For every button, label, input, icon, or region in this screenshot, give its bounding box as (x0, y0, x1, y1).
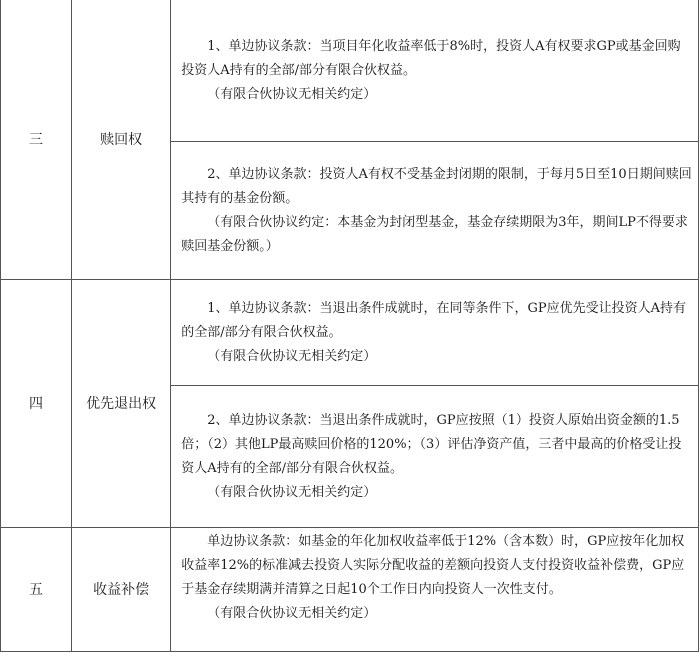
clause-note: （有限合伙协议无相关约定） (207, 86, 377, 102)
clause-note: （有限合伙协议无相关约定） (207, 348, 377, 364)
section-number: 四 (1, 280, 72, 528)
clause-text: 2、单边协议条款：投资人A有权不受基金封闭期的限制，于每月5日至10日期间赎回其持有的基金份额。 (181, 166, 692, 206)
clause-cell (171, 528, 699, 652)
clause-text: 单边协议条款：如基金的年化加权收益率低于12%（含本数）时，GP应按年化加权收益率12%的标准减去投资人实际分配收益的差额向投资人支付投资收益补偿费，GP应于基金存续期满并清算之日起10个工作日内向投资人一次性支付。 (181, 534, 685, 597)
section-number: 三 (1, 0, 72, 280)
section-number: 五 (1, 528, 72, 652)
clause-text: 2、单边协议条款：当退出条件成就时，GP应按照（1）投资人原始出资金额的1.5倍；（2）其他LP最高赎回价格的120%；（3）评估净资产值，三者中最高的价格受让投资人A持有的全部/部分有限合伙权益。 (181, 412, 682, 476)
section-name: 收益补偿 (72, 528, 171, 652)
clause-cell (171, 280, 699, 386)
clause-note: （有限合伙协议无相关约定） (207, 484, 377, 500)
table-row (1, 528, 699, 652)
clause-cell (171, 142, 699, 280)
clause-note: （有限合伙协议无相关约定） (207, 606, 377, 621)
clause-note: （有限合伙协议约定：本基金为封闭型基金，基金存续期限为3年，期间LP不得要求赎回基金份额。） (181, 214, 688, 254)
clause-cell (171, 0, 699, 142)
table-row (1, 280, 699, 386)
clause-cell (171, 386, 699, 528)
table-row (1, 0, 699, 142)
section-name: 赎回权 (72, 0, 171, 280)
clause-text: 1、单边协议条款：当项目年化收益率低于8%时，投资人A有权要求GP或基金回购投资人A持有的全部/部分有限合伙权益。 (181, 38, 681, 78)
clause-text: 1、单边协议条款：当退出条件成就时，在同等条件下，GP应优先受让投资人A持有的全部/部分有限合伙权益。 (181, 300, 687, 340)
section-name: 优先退出权 (72, 280, 171, 528)
